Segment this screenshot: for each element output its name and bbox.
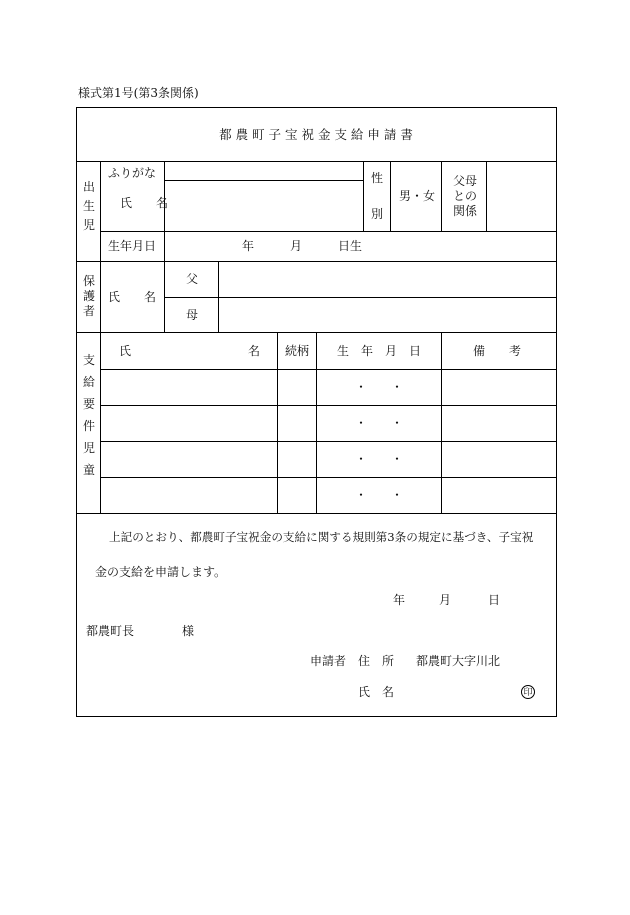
- birthdate-year: 年: [242, 239, 255, 253]
- sex-choice[interactable]: 男・女: [399, 189, 436, 203]
- eligible-children-section-label: 支 給 要 件 児 童: [83, 353, 96, 477]
- divider: [441, 332, 442, 513]
- birthdate-label: 生年月日: [108, 239, 157, 253]
- father-name-field[interactable]: [219, 262, 556, 296]
- applicant-label: 申請者: [310, 654, 347, 668]
- applicant-address-value[interactable]: 都農町大字川北: [416, 654, 501, 668]
- applicant-address-label: 住 所: [358, 654, 395, 668]
- divider: [363, 161, 364, 231]
- birthdate-month: 月: [290, 239, 303, 253]
- child-row-1-date[interactable]: ・ ・: [354, 380, 404, 394]
- divider: [100, 477, 557, 478]
- divider: [390, 161, 391, 231]
- divider: [316, 332, 317, 513]
- header-remarks: 備 考: [472, 344, 522, 358]
- declaration-line-1: 上記のとおり、都農町子宝祝金の支給に関する規則第3条の規定に基づき、子宝祝: [109, 530, 534, 544]
- relation-field[interactable]: [487, 162, 556, 231]
- parent-relation-label: 父母 との 関係: [452, 174, 477, 218]
- header-birthdate: 生 年 月 日: [336, 344, 422, 358]
- header-name-left: 氏: [119, 344, 132, 358]
- child-row-3-date[interactable]: ・ ・: [354, 452, 404, 466]
- divider: [100, 161, 101, 261]
- divider: [100, 441, 557, 442]
- addressee-name: 都農町長: [86, 624, 135, 638]
- divider: [76, 513, 557, 514]
- seal-mark: 印: [521, 685, 535, 699]
- furigana-label: ふりがな: [108, 166, 157, 180]
- divider: [100, 369, 557, 370]
- child-name-field[interactable]: [165, 181, 362, 230]
- father-label: 父: [186, 272, 199, 286]
- divider: [100, 405, 557, 406]
- header-relationship: 続柄: [284, 344, 310, 358]
- application-date-day: 日: [488, 593, 501, 607]
- applicant-name-label: 氏 名: [358, 685, 395, 699]
- addressee-honorific: 様: [182, 624, 195, 638]
- divider: [100, 231, 557, 232]
- divider: [277, 332, 278, 513]
- form-number-label: 様式第1号(第3条関係): [78, 86, 199, 100]
- divider: [100, 332, 101, 513]
- divider: [100, 261, 101, 332]
- declaration-line-2: 金の支給を申請します。: [95, 565, 227, 579]
- child-row-2-date[interactable]: ・ ・: [354, 416, 404, 430]
- birth-child-section-label: 出 生 児: [83, 180, 96, 232]
- application-date-month: 月: [439, 593, 452, 607]
- form-title: 都 農 町 子 宝 祝 金 支 給 申 請 書: [219, 127, 413, 142]
- divider: [441, 161, 442, 231]
- guardian-section-label: 保 護 者: [83, 274, 96, 318]
- sex-label-top: 性: [371, 171, 384, 185]
- child-name-label: 氏 名: [120, 196, 169, 210]
- mother-name-field[interactable]: [219, 298, 556, 331]
- sex-label-bottom: 別: [371, 207, 384, 221]
- guardian-name-label: 氏 名: [108, 290, 157, 304]
- header-name-right: 名: [248, 344, 261, 358]
- divider: [164, 261, 165, 332]
- child-row-4-date[interactable]: ・ ・: [354, 488, 404, 502]
- birthdate-day: 日生: [338, 239, 363, 253]
- application-date-year: 年: [393, 593, 406, 607]
- furigana-field[interactable]: [165, 162, 362, 179]
- mother-label: 母: [186, 308, 199, 322]
